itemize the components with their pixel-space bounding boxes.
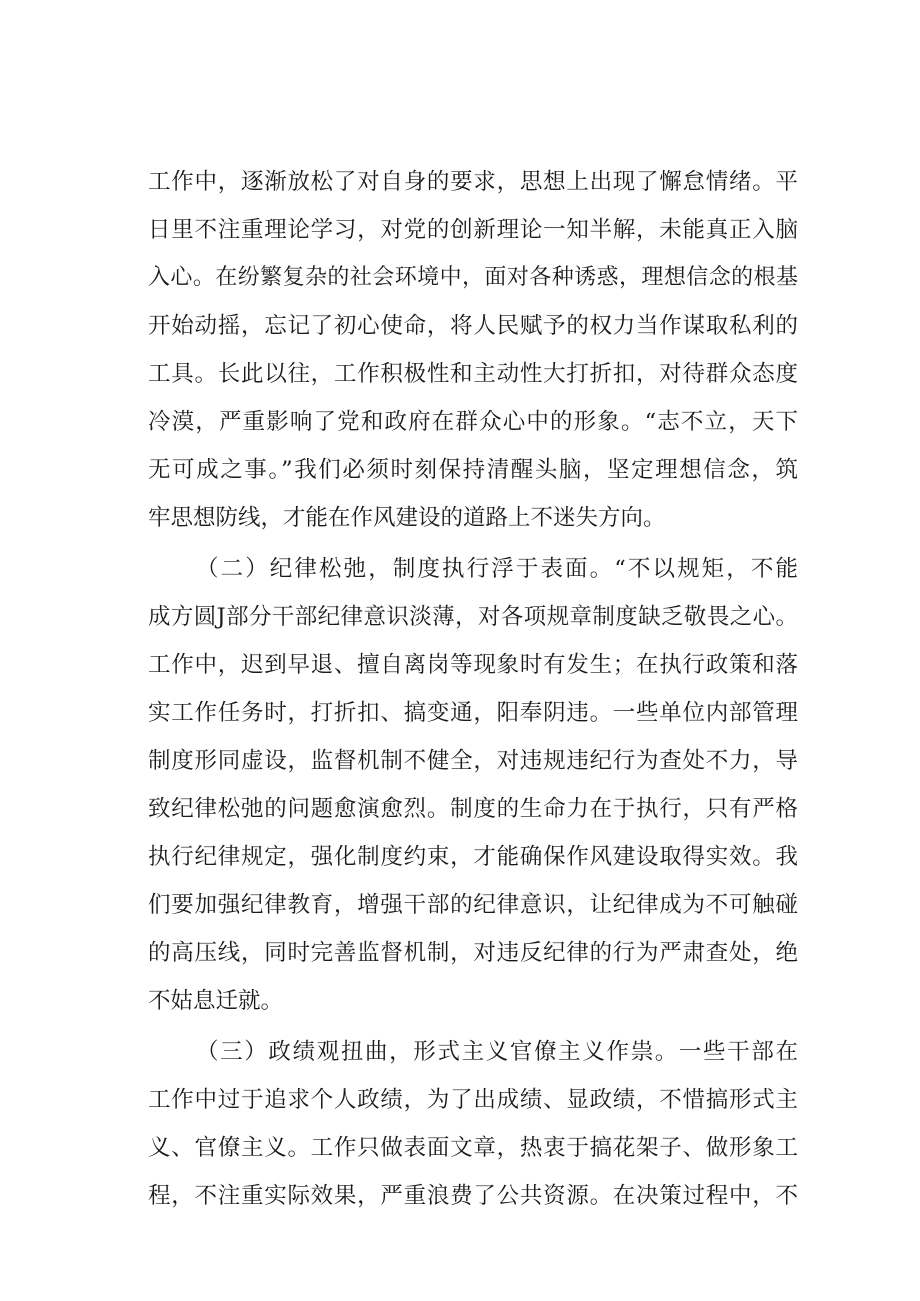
paragraph-3-line-1: （三）政绩观扭曲，形式主义官僚主义作祟。一些干部在 <box>196 1039 798 1065</box>
paragraph-3-line-3: 义、官僚主义。工作只做表面文章，热衷于搞花架子、做形象工 <box>148 1135 798 1161</box>
paragraph-3-line-2: 工作中过于追求个人政绩，为了出成绩、显政绩，不惜搞形式主 <box>148 1087 798 1113</box>
paragraph-1-line-2: 日里不注重理论学习，对党的创新理论一知半解，未能真正入脑 <box>148 217 798 243</box>
paragraph-2-line-4: 实工作任务时，打折扣、搞变通，阳奉阴违。一些单位内部管理 <box>148 700 798 726</box>
paragraph-2-line-9: 的高压线，同时完善监督机制，对违反纪律的行为严肃查处，绝 <box>148 940 798 966</box>
paragraph-1-line-4: 开始动摇，忘记了初心使命，将人民赋予的权力当作谋取私利的 <box>148 313 798 339</box>
paragraph-1-line-3: 入心。在纷繁复杂的社会环境中，面对各种诱惑，理想信念的根基 <box>148 265 798 290</box>
paragraph-1-line-5: 工具。长此以往，工作积极性和主动性大打折扣，对待群众态度 <box>148 361 798 387</box>
paragraph-2-line-10: 不姑息迁就。 <box>148 988 284 1014</box>
paragraph-2-line-3: 工作中，迟到早退、擅自离岗等现象时有发生；在执行政策和落 <box>148 652 798 678</box>
paragraph-2-line-6: 致纪律松弛的问题愈演愈烈。制度的生命力在于执行，只有严格 <box>148 796 798 822</box>
paragraph-2-line-2: 成方圆J部分干部纪律意识淡薄，对各项规章制度缺乏敬畏之心。 <box>148 604 798 630</box>
paragraph-1-line-7: 无可成之事。”我们必须时刻保持清醒头脑，坚定理想信念，筑 <box>148 457 798 483</box>
paragraph-2-line-7: 执行纪律规定，强化制度约束，才能确保作风建设取得实效。我 <box>148 844 798 870</box>
paragraph-2-line-5: 制度形同虚设，监督机制不健全，对违规违纪行为查处不力，导 <box>148 748 798 774</box>
paragraph-1-line-6: 冷漠，严重影响了党和政府在群众心中的形象。“志不立，天下 <box>148 409 798 435</box>
paragraph-2-line-1: （二）纪律松弛，制度执行浮于表面。“不以规矩，不能 <box>196 556 798 582</box>
paragraph-1-line-8: 牢思想防线，才能在作风建设的道路上不迷失方向。 <box>148 505 666 531</box>
paragraph-1-line-1: 工作中，逐渐放松了对自身的要求，思想上出现了懈怠情绪。平 <box>148 169 798 195</box>
paragraph-3-line-4: 程，不注重实际效果，严重浪费了公共资源。在决策过程中，不 <box>148 1183 798 1209</box>
paragraph-2-line-8: 们要加强纪律教育，增强干部的纪律意识，让纪律成为不可触碰 <box>148 892 798 918</box>
